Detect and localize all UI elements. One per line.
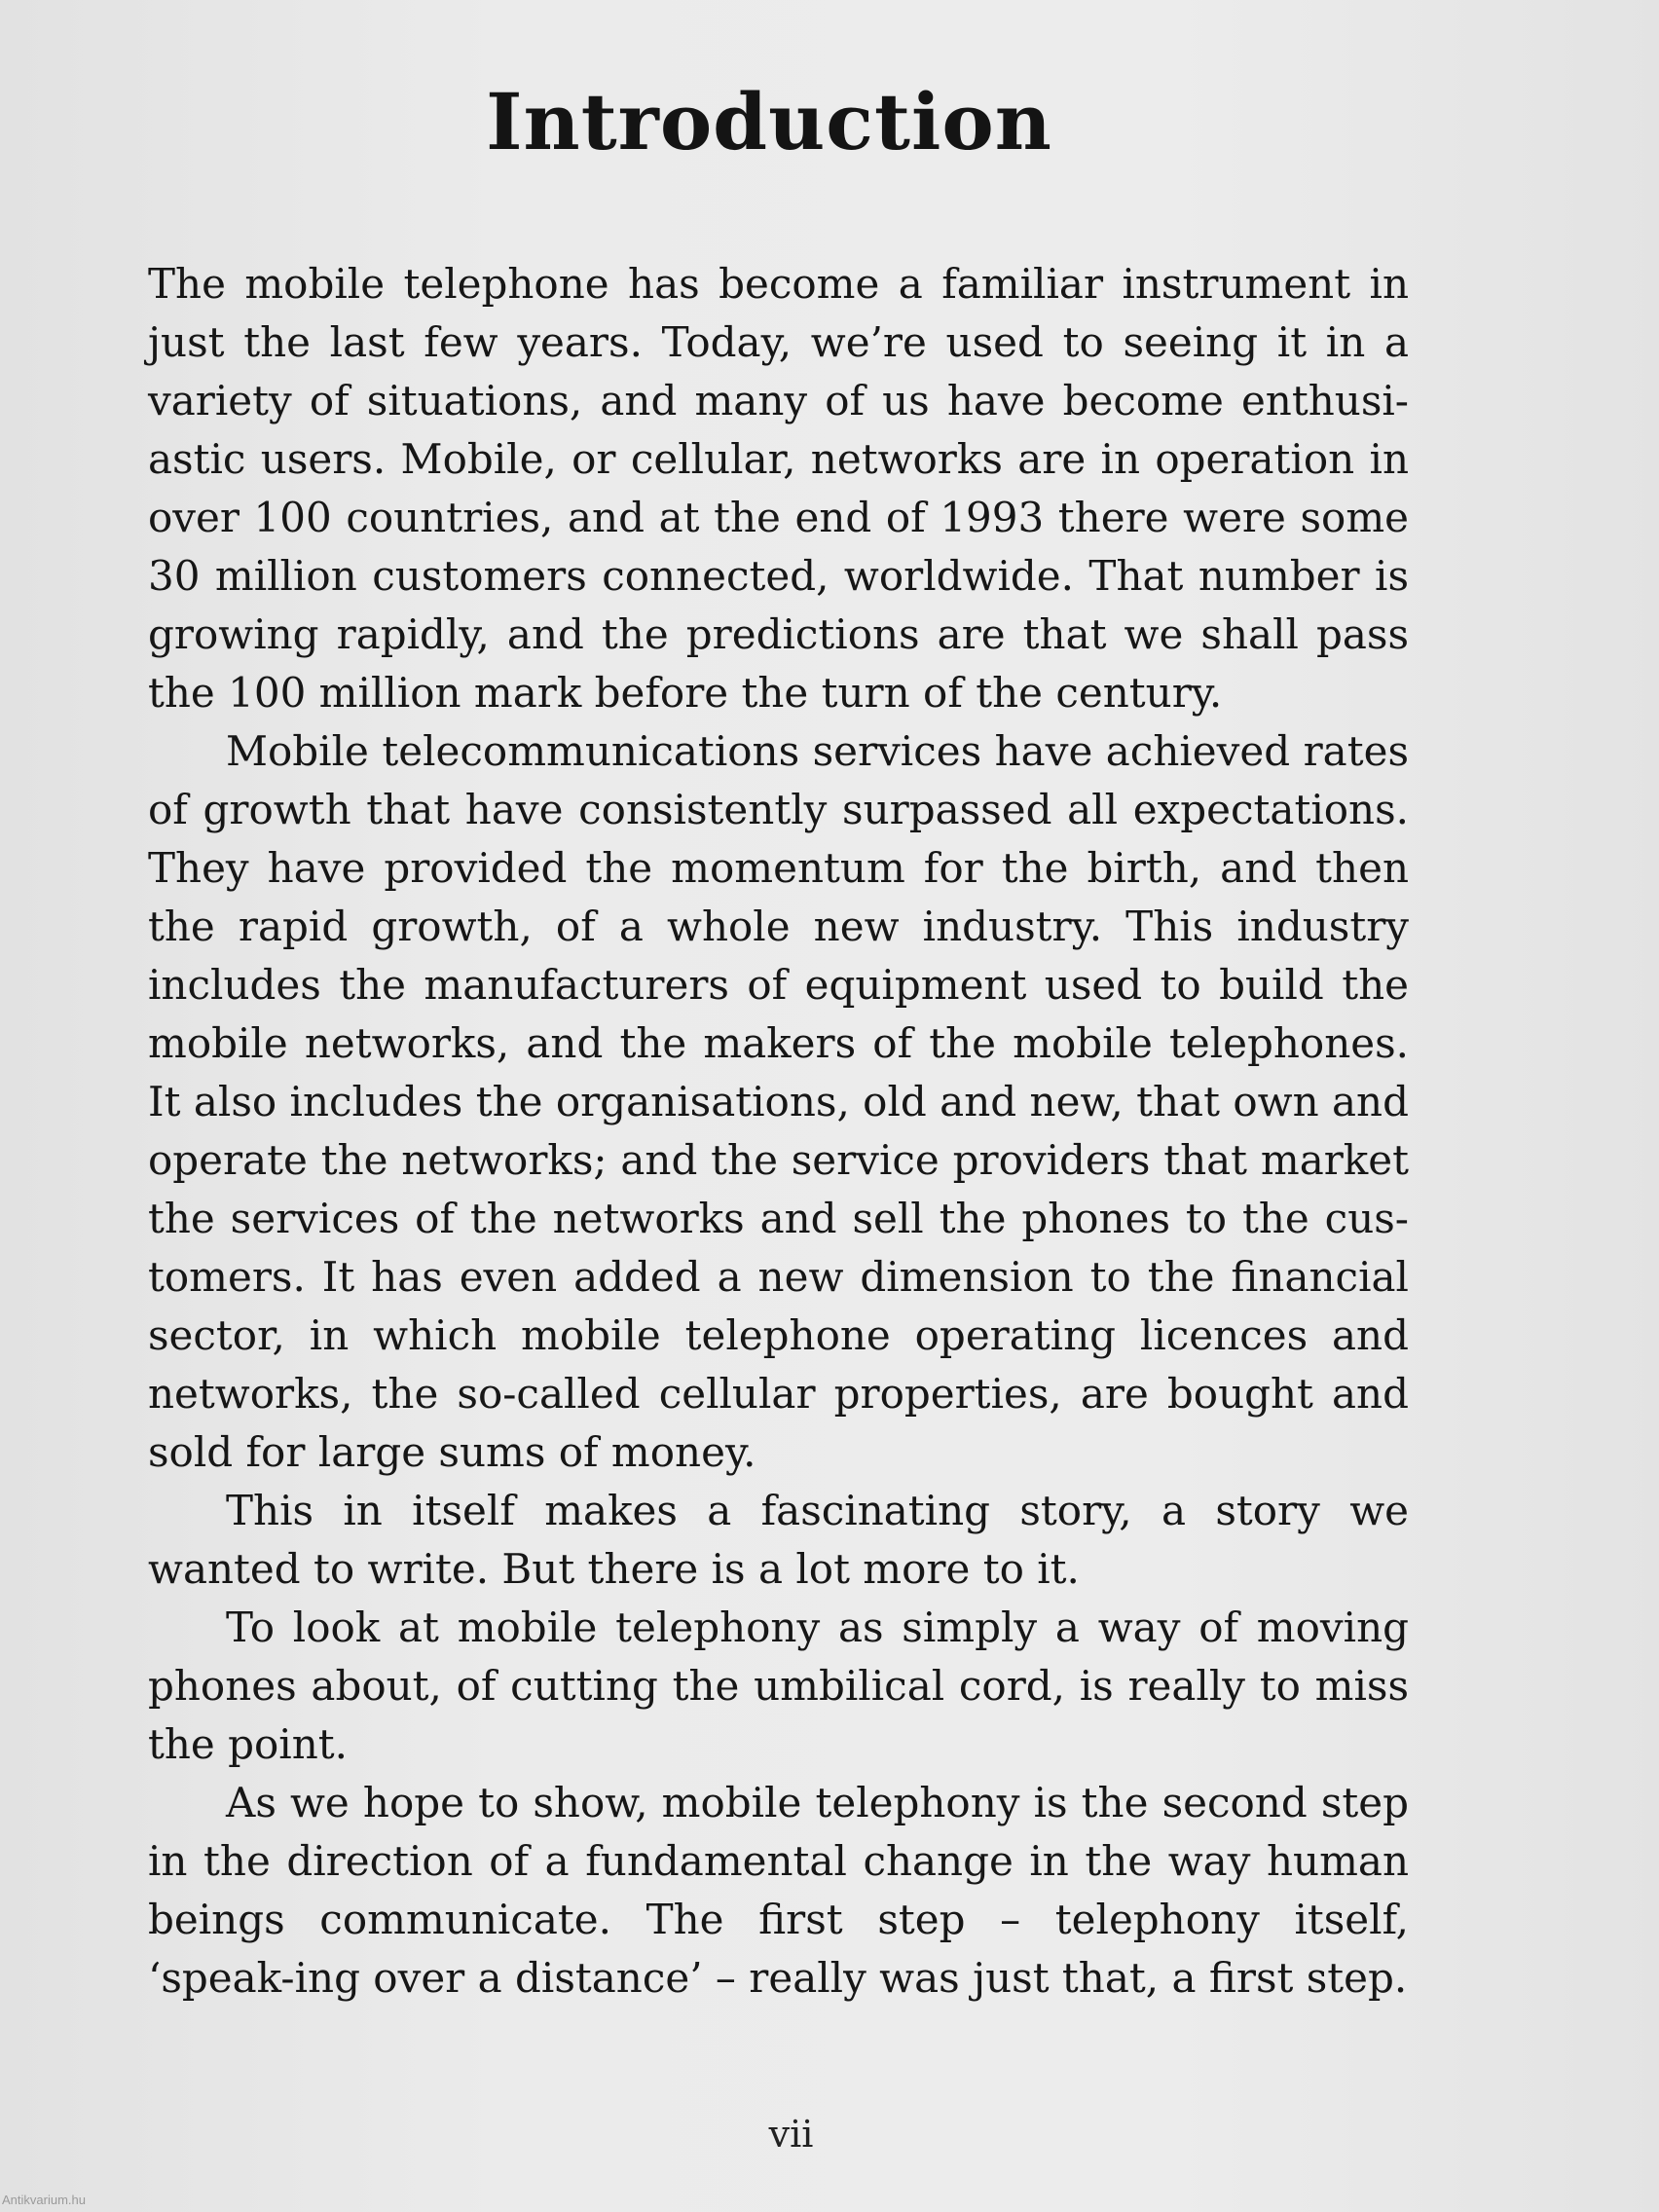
paragraph-4: To look at mobile telephony as simply a way of moving phones about, of cutting the umbilical cord, is really to miss the point. — [148, 1604, 1409, 1768]
paragraph-2: Mobile telecommunications services have achieved rates of growth that have consistently surpassed all expectations. They have provided the momentum for the birth, and then the rapid growth, of a whole new industry. This industry includes the manufacturers of equipment used to build the mobile networks, and the makers of the mobile telephones. It also includes the organisations, old and new, that own and operate the networks; and the service providers that market the services of the networks and sell the phones to the cus-tomers. It has even added a new dimension to the financial sector, in which mobile telephone operating licences and networks, the so-called cellular properties, are bought and sold for large sums of money. — [148, 727, 1409, 1476]
paragraph-3: This in itself makes a fascinating story, a story we wanted to write. But there is a lot more to it. — [148, 1487, 1409, 1593]
chapter-title: Introduction — [486, 76, 1052, 167]
watermark-text: Antikvarium.hu — [2, 2193, 86, 2207]
page-number: vii — [768, 2113, 814, 2156]
paragraph-5: As we hope to show, mobile telephony is the second step in the direction of a fundamental change in the way human beings communicate. The first step – telephony itself, ‘speak-ing over a distance’ – really was just that, a first step. — [148, 1779, 1409, 2002]
chapter-body — [148, 255, 1409, 2008]
paragraph-1: The mobile telephone has become a familiar instrument in just the last few years. Today, we’re used to seeing it in a variety of situations, and many of us have become enthusi-astic users. Mobile, or cellular, networks are in operation in over 100 countries, and at the end of 1993 there were some 30 million customers connected, worldwide. That number is growing rapidly, and the predictions are that we shall pass the 100 million mark before the turn of the century. — [148, 260, 1409, 717]
